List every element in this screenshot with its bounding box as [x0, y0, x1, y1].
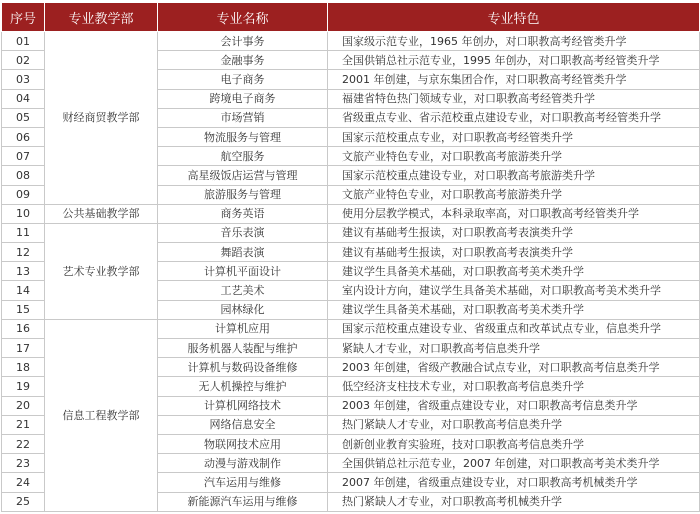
- major-feature-cell: 2003 年创建，省级重点建设专业，对口职教高考信息类升学: [328, 396, 700, 415]
- major-name-cell: 计算机应用: [158, 319, 328, 338]
- row-number: 16: [2, 319, 45, 338]
- major-feature-cell: 热门紧缺人才专业，对口职教高考机械类升学: [328, 492, 700, 511]
- table-row: [2, 204, 700, 223]
- major-name-cell: 电子商务: [158, 70, 328, 89]
- major-name-cell: 无人机操控与维护: [158, 377, 328, 396]
- major-feature-cell: 国家级示范专业，1965 年创办，对口职教高考经管类升学: [328, 32, 700, 51]
- major-name-cell: 新能源汽车运用与维修: [158, 492, 328, 511]
- majors-table: [1, 2, 700, 512]
- major-name-cell: 商务英语: [158, 204, 328, 223]
- row-number: 06: [2, 127, 45, 146]
- row-number: 02: [2, 51, 45, 70]
- major-name-cell: 园林绿化: [158, 300, 328, 319]
- major-name-cell: 音乐表演: [158, 223, 328, 242]
- major-feature-cell: 建议有基础考生报读，对口职教高考表演类升学: [328, 223, 700, 242]
- major-feature-cell: 国家示范校重点专业，对口职教高考经管类升学: [328, 127, 700, 146]
- row-number: 15: [2, 300, 45, 319]
- row-number: 03: [2, 70, 45, 89]
- major-feature-cell: 2003 年创建，省级产教融合试点专业，对口职教高考信息类升学: [328, 358, 700, 377]
- major-feature-cell: 建议学生具备美术基础，对口职教高考美术类升学: [328, 262, 700, 281]
- major-feature-cell: 文旅产业特色专业，对口职教高考旅游类升学: [328, 185, 700, 204]
- major-name-cell: 工艺美术: [158, 281, 328, 300]
- major-feature-cell: 室内设计方向，建议学生具备美术基础，对口职教高考美术类升学: [328, 281, 700, 300]
- header-department: 专业教学部: [45, 3, 158, 32]
- row-number: 23: [2, 454, 45, 473]
- row-number: 01: [2, 32, 45, 51]
- row-number: 12: [2, 243, 45, 262]
- major-name-cell: 计算机网络技术: [158, 396, 328, 415]
- department-cell: 公共基础教学部: [45, 204, 158, 223]
- major-name-cell: 市场营销: [158, 108, 328, 127]
- major-feature-cell: 使用分层教学模式，本科录取率高，对口职教高考经管类升学: [328, 204, 700, 223]
- row-number: 13: [2, 262, 45, 281]
- department-cell: 艺术专业教学部: [45, 223, 158, 319]
- major-name-cell: 物联网技术应用: [158, 434, 328, 453]
- major-feature-cell: 国家示范校重点建设专业、省级重点和改革试点专业，信息类升学: [328, 319, 700, 338]
- table-row: [2, 32, 700, 51]
- major-feature-cell: 国家示范校重点建设专业，对口职教高考旅游类升学: [328, 166, 700, 185]
- row-number: 20: [2, 396, 45, 415]
- row-number: 14: [2, 281, 45, 300]
- department-cell: 信息工程教学部: [45, 319, 158, 511]
- row-number: 21: [2, 415, 45, 434]
- row-number: 11: [2, 223, 45, 242]
- table-row: [2, 319, 700, 338]
- major-name-cell: 航空服务: [158, 147, 328, 166]
- row-number: 07: [2, 147, 45, 166]
- row-number: 25: [2, 492, 45, 511]
- major-name-cell: 计算机平面设计: [158, 262, 328, 281]
- major-feature-cell: 建议学生具备美术基础，对口职教高考美术类升学: [328, 300, 700, 319]
- row-number: 09: [2, 185, 45, 204]
- row-number: 24: [2, 473, 45, 492]
- row-number: 18: [2, 358, 45, 377]
- major-name-cell: 旅游服务与管理: [158, 185, 328, 204]
- department-cell: 财经商贸教学部: [45, 32, 158, 205]
- major-feature-cell: 低空经济支柱技术专业，对口职教高考信息类升学: [328, 377, 700, 396]
- major-name-cell: 舞蹈表演: [158, 243, 328, 262]
- row-number: 17: [2, 339, 45, 358]
- row-number: 19: [2, 377, 45, 396]
- major-name-cell: 高星级饭店运营与管理: [158, 166, 328, 185]
- row-number: 10: [2, 204, 45, 223]
- major-name-cell: 服务机器人装配与维护: [158, 339, 328, 358]
- major-name-cell: 网络信息安全: [158, 415, 328, 434]
- major-feature-cell: 创新创业教育实验班，技对口职教高考信息类升学: [328, 434, 700, 453]
- row-number: 08: [2, 166, 45, 185]
- major-name-cell: 动漫与游戏制作: [158, 454, 328, 473]
- major-name-cell: 金融事务: [158, 51, 328, 70]
- table-row: [2, 223, 700, 242]
- major-name-cell: 跨境电子商务: [158, 89, 328, 108]
- header-major-feature: 专业特色: [328, 3, 700, 32]
- major-feature-cell: 紧缺人才专业，对口职教高考信息类升学: [328, 339, 700, 358]
- row-number: 05: [2, 108, 45, 127]
- major-name-cell: 物流服务与管理: [158, 127, 328, 146]
- row-number: 22: [2, 434, 45, 453]
- major-name-cell: 汽车运用与维修: [158, 473, 328, 492]
- major-feature-cell: 省级重点专业、省示范校重点建设专业，对口职教高考经管类升学: [328, 108, 700, 127]
- major-name-cell: 计算机与数码设备维修: [158, 358, 328, 377]
- row-number: 04: [2, 89, 45, 108]
- major-feature-cell: 全国供销总社示范专业，2007 年创建，对口职教高考美术类升学: [328, 454, 700, 473]
- major-feature-cell: 2001 年创建，与京东集团合作，对口职教高考经管类升学: [328, 70, 700, 89]
- major-feature-cell: 热门紧缺人才专业，对口职教高考信息类升学: [328, 415, 700, 434]
- major-name-cell: 会计事务: [158, 32, 328, 51]
- major-feature-cell: 福建省特色热门领域专业，对口职教高考经管类升学: [328, 89, 700, 108]
- header-major-name: 专业名称: [158, 3, 328, 32]
- table-body: [2, 32, 700, 512]
- major-feature-cell: 全国供销总社示范专业，1995 年创办，对口职教高考经管类升学: [328, 51, 700, 70]
- major-feature-cell: 2007 年创建，省级重点建设专业，对口职教高考机械类升学: [328, 473, 700, 492]
- major-feature-cell: 建议有基础考生报读，对口职教高考表演类升学: [328, 243, 700, 262]
- header-row: [2, 3, 700, 32]
- major-feature-cell: 文旅产业特色专业，对口职教高考旅游类升学: [328, 147, 700, 166]
- header-number: 序号: [2, 3, 45, 32]
